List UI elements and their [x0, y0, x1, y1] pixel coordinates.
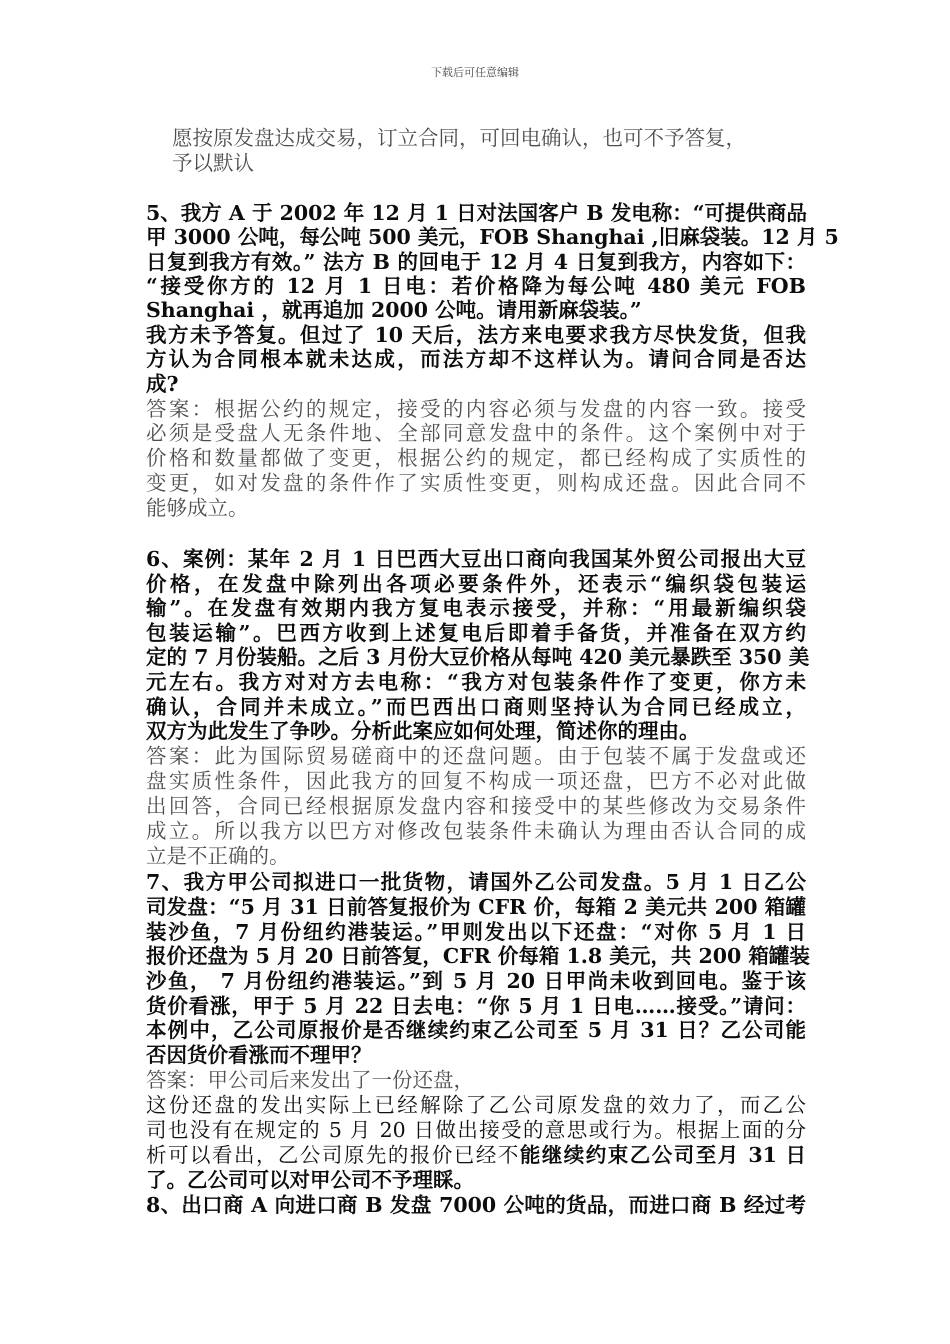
- text-line: 包装运输”。巴西方收到上述复电后即着手备货，并准备在双方约: [146, 621, 806, 645]
- text-line: 确认，合同并未成立。”而巴西出口商则坚持认为合同已经成立，: [146, 695, 806, 719]
- text-line: 双方为此发生了争吵。分析此案应如何处理，简述你的理由。: [146, 719, 700, 743]
- text-line: 6、案例：某年 2 月 1 日巴西大豆出口商向我国某外贸公司报出大豆: [146, 547, 806, 571]
- text-line: 沙鱼， 7 月份纽约港装运。”到 5 月 20 日甲尚未收到回电。鉴于该: [146, 969, 806, 993]
- text-line: 成立。所以我方以巴方对修改包装条件未确认为理由否认合同的成: [146, 819, 806, 843]
- text-line: 析可以看出，乙公司原先的报价已经不能继续约束乙公司至月 31 日: [146, 1143, 807, 1167]
- text-line: 愿按原发盘达成交易，订立合同，可回电确认，也可不予答复，: [172, 126, 746, 150]
- text-line: 司发盘：“5 月 31 日前答复报价为 CFR 价，每箱 2 美元共 200 箱罐: [146, 895, 806, 919]
- text-line: 我方未予答复。但过了 10 天后，法方来电要求我方尽快发货，但我: [146, 323, 806, 347]
- text-line: 必须是受盘人无条件地、全部同意发盘中的条件。这个案例中对于: [146, 421, 806, 445]
- text-line: 价格，在发盘中除列出各项必要条件外，还表示“编织袋包装运: [146, 572, 806, 596]
- text-line: 方认为合同根本就未达成，而法方却不这样认为。请问合同是否达: [146, 347, 806, 371]
- text-line: 本例中，乙公司原报价是否继续约束乙公司至 5 月 31 日？乙公司能: [146, 1018, 806, 1042]
- text-line: 司也没有在规定的 5 月 20 日做出接受的意思或行为。根据上面的分: [146, 1118, 806, 1142]
- text-line: 价格和数量都做了变更，根据公约的规定，都已经构成了实质性的: [146, 446, 806, 470]
- text-line: 5、我方 A 于 2002 年 12 月 1 日对法国客户 B 发电称：“可提供商品: [146, 201, 808, 225]
- text-line: 输”。在发盘有效期内我方复电表示接受，并称：“用最新编织袋: [146, 596, 806, 620]
- page-header: 下载后可任意编辑: [431, 66, 519, 79]
- text-line: 能够成立。: [146, 496, 249, 520]
- text-line: 装沙鱼，7 月份纽约港装运。”甲则发出以下还盘：“对你 5 月 1 日: [146, 920, 806, 944]
- text-line: 元左右。我方对对方去电称：“我方对包装条件作了变更，你方未: [146, 670, 806, 694]
- text-line: 货价看涨，甲于 5 月 22 日去电：“你 5 月 1 日电……接受。”请问：: [146, 994, 806, 1018]
- text-line: 日复到我方有效。” 法方 B 的回电于 12 月 4 日复到我方，内容如下：: [146, 250, 806, 274]
- text-line: 变更，如对发盘的条件作了实质性变更，则构成还盘。因此合同不: [146, 471, 806, 495]
- text-line: 答案：根据公约的规定，接受的内容必须与发盘的内容一致。接受: [146, 397, 806, 421]
- text-line: 7、我方甲公司拟进口一批货物，请国外乙公司发盘。5 月 1 日乙公: [146, 870, 806, 894]
- text-line: 答案：甲公司后来发出了一份还盘，: [146, 1068, 474, 1092]
- text-line: 这份还盘的发出实际上已经解除了乙公司原发盘的效力了，而乙公: [146, 1093, 806, 1117]
- text-line: Shanghai ，就再追加 2000 公吨。请用新麻袋装。”: [146, 298, 642, 322]
- text-line: 答案：此为国际贸易磋商中的还盘问题。由于包装不属于发盘或还: [146, 744, 806, 768]
- text-line: 8、出口商 A 向进口商 B 发盘 7000 公吨的货品，而进口商 B 经过考: [146, 1193, 806, 1217]
- text-line: “接受你方的 12 月 1 日电：若价格降为每公吨 480 美元 FOB: [146, 274, 806, 298]
- text-line: 盘实质性条件，因此我方的回复不构成一项还盘，巴方不必对此做: [146, 769, 806, 793]
- text-line: 成?: [146, 372, 179, 396]
- text-line: 否因货价看涨而不理甲？: [146, 1043, 372, 1067]
- text-line: 定的 7 月份装船。之后 3 月份大豆价格从每吨 420 美元暴跌至 350 美: [146, 645, 810, 669]
- text-line: 甲 3000 公吨，每公吨 500 美元，FOB Shanghai ,旧麻袋装。12 月 5: [146, 225, 839, 249]
- text-line: 报价还盘为 5 月 20 日前答复，CFR 价每箱 1.8 美元，共 200 箱罐装: [146, 944, 810, 968]
- text-line: 了。乙公司可以对甲公司不予理睬。: [146, 1168, 474, 1192]
- text-line: 予以默认: [172, 151, 254, 175]
- text-line: 出回答，合同已经根据原发盘内容和接受中的某些修改为交易条件: [146, 794, 806, 818]
- text-line: 立是不正确的。: [146, 844, 290, 868]
